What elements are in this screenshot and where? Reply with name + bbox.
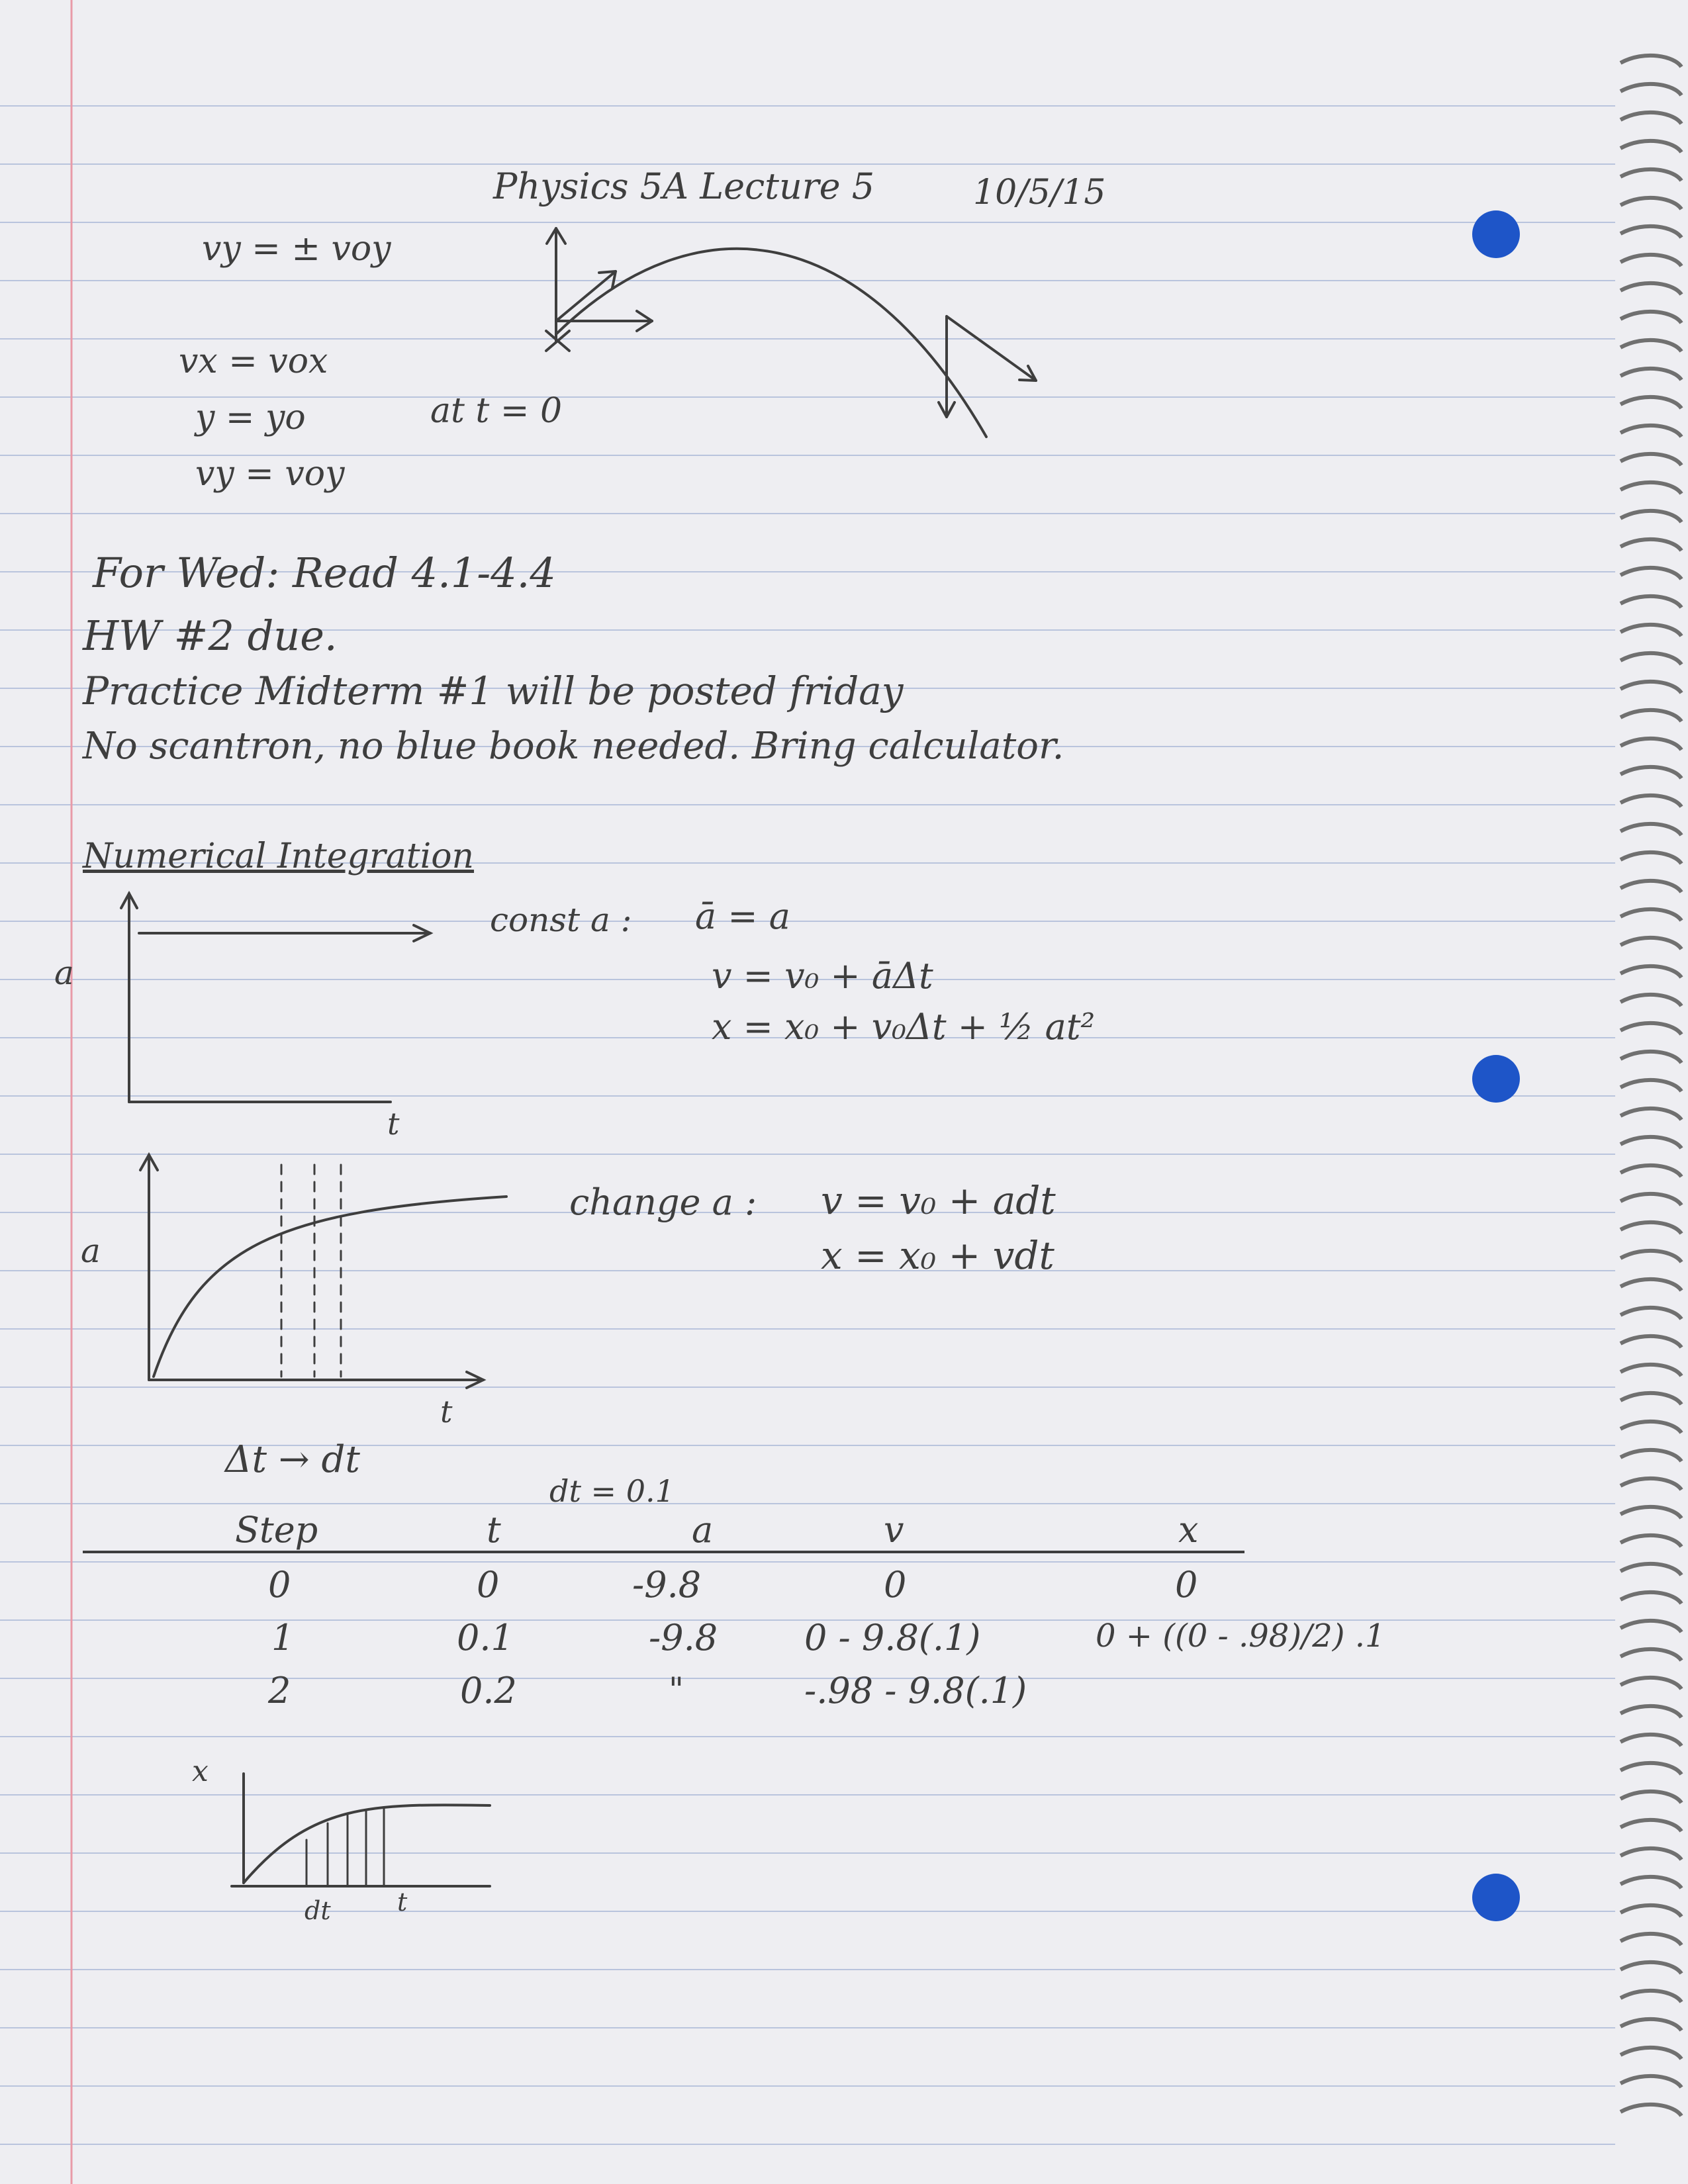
announcement-exam-materials: No scantron, no blue book needed. Bring calculator. [83, 725, 1064, 768]
table-cell: -9.8 [632, 1564, 702, 1606]
announcement-midterm: Practice Midterm #1 will be posted friday [83, 668, 904, 713]
lecture-title: Physics 5A Lecture 5 [493, 165, 875, 207]
eq-at: at t = 0 [430, 391, 563, 431]
table-cell: " [669, 1670, 684, 1709]
graph2-ylabel: a [81, 1232, 101, 1270]
delta-to-dt: Δt → dt [225, 1438, 360, 1481]
section-heading: Numerical Integration [83, 837, 475, 876]
eq-y: y = yo [195, 398, 306, 437]
table-header-step: Step [235, 1509, 318, 1551]
table-cell: 0.1 [457, 1617, 514, 1659]
table-header-x: x [1178, 1509, 1199, 1551]
graph1-xlabel: t [387, 1106, 400, 1142]
const-a-label: const a : [490, 901, 632, 939]
announcement-reading: For Wed: Read 4.1-4.4 [93, 549, 556, 597]
table-cell: 0 [1175, 1564, 1198, 1606]
table-cell: 0 + ((0 - .98)/2) .1 [1096, 1617, 1385, 1655]
change-a-position: x = x₀ + vdt [821, 1233, 1055, 1278]
table-cell: 0 [268, 1564, 291, 1606]
graph3-xlabel: t [397, 1888, 408, 1917]
change-a-label: change a : [569, 1181, 757, 1223]
eq-vy: vy = ± voy [202, 229, 391, 269]
graph3-ylabel: x [192, 1754, 209, 1788]
table-header-a: a [692, 1509, 714, 1551]
table-cell: -9.8 [649, 1617, 718, 1659]
announcement-homework: HW #2 due. [83, 612, 338, 660]
const-a-velocity: v = v₀ + āΔt [712, 955, 933, 997]
table-header-t: t [487, 1509, 501, 1551]
eq-vy0: vy = voy [195, 454, 345, 494]
eq-vx: vx = vox [179, 341, 328, 381]
table-cell: 1 [271, 1617, 295, 1659]
const-a-position: x = x₀ + v₀Δt + ½ at² [712, 1006, 1096, 1048]
table-cell: 0 [477, 1564, 500, 1606]
table-cell: 2 [268, 1670, 291, 1711]
table-cell: -.98 - 9.8(.1) [804, 1670, 1027, 1711]
table-header-v: v [884, 1509, 904, 1551]
change-a-velocity: v = v₀ + adt [821, 1178, 1056, 1223]
table-cell: 0 - 9.8(.1) [804, 1617, 981, 1659]
table-cell: 0 [884, 1564, 907, 1606]
graph2-xlabel: t [440, 1394, 453, 1430]
lecture-date: 10/5/15 [973, 173, 1106, 212]
graph1-ylabel: a [54, 954, 74, 992]
const-a-avg: ā = a [695, 895, 790, 937]
graph3-dt-label: dt [305, 1896, 331, 1925]
dt-value: dt = 0.1 [549, 1473, 675, 1509]
table-cell: 0.2 [460, 1670, 517, 1711]
